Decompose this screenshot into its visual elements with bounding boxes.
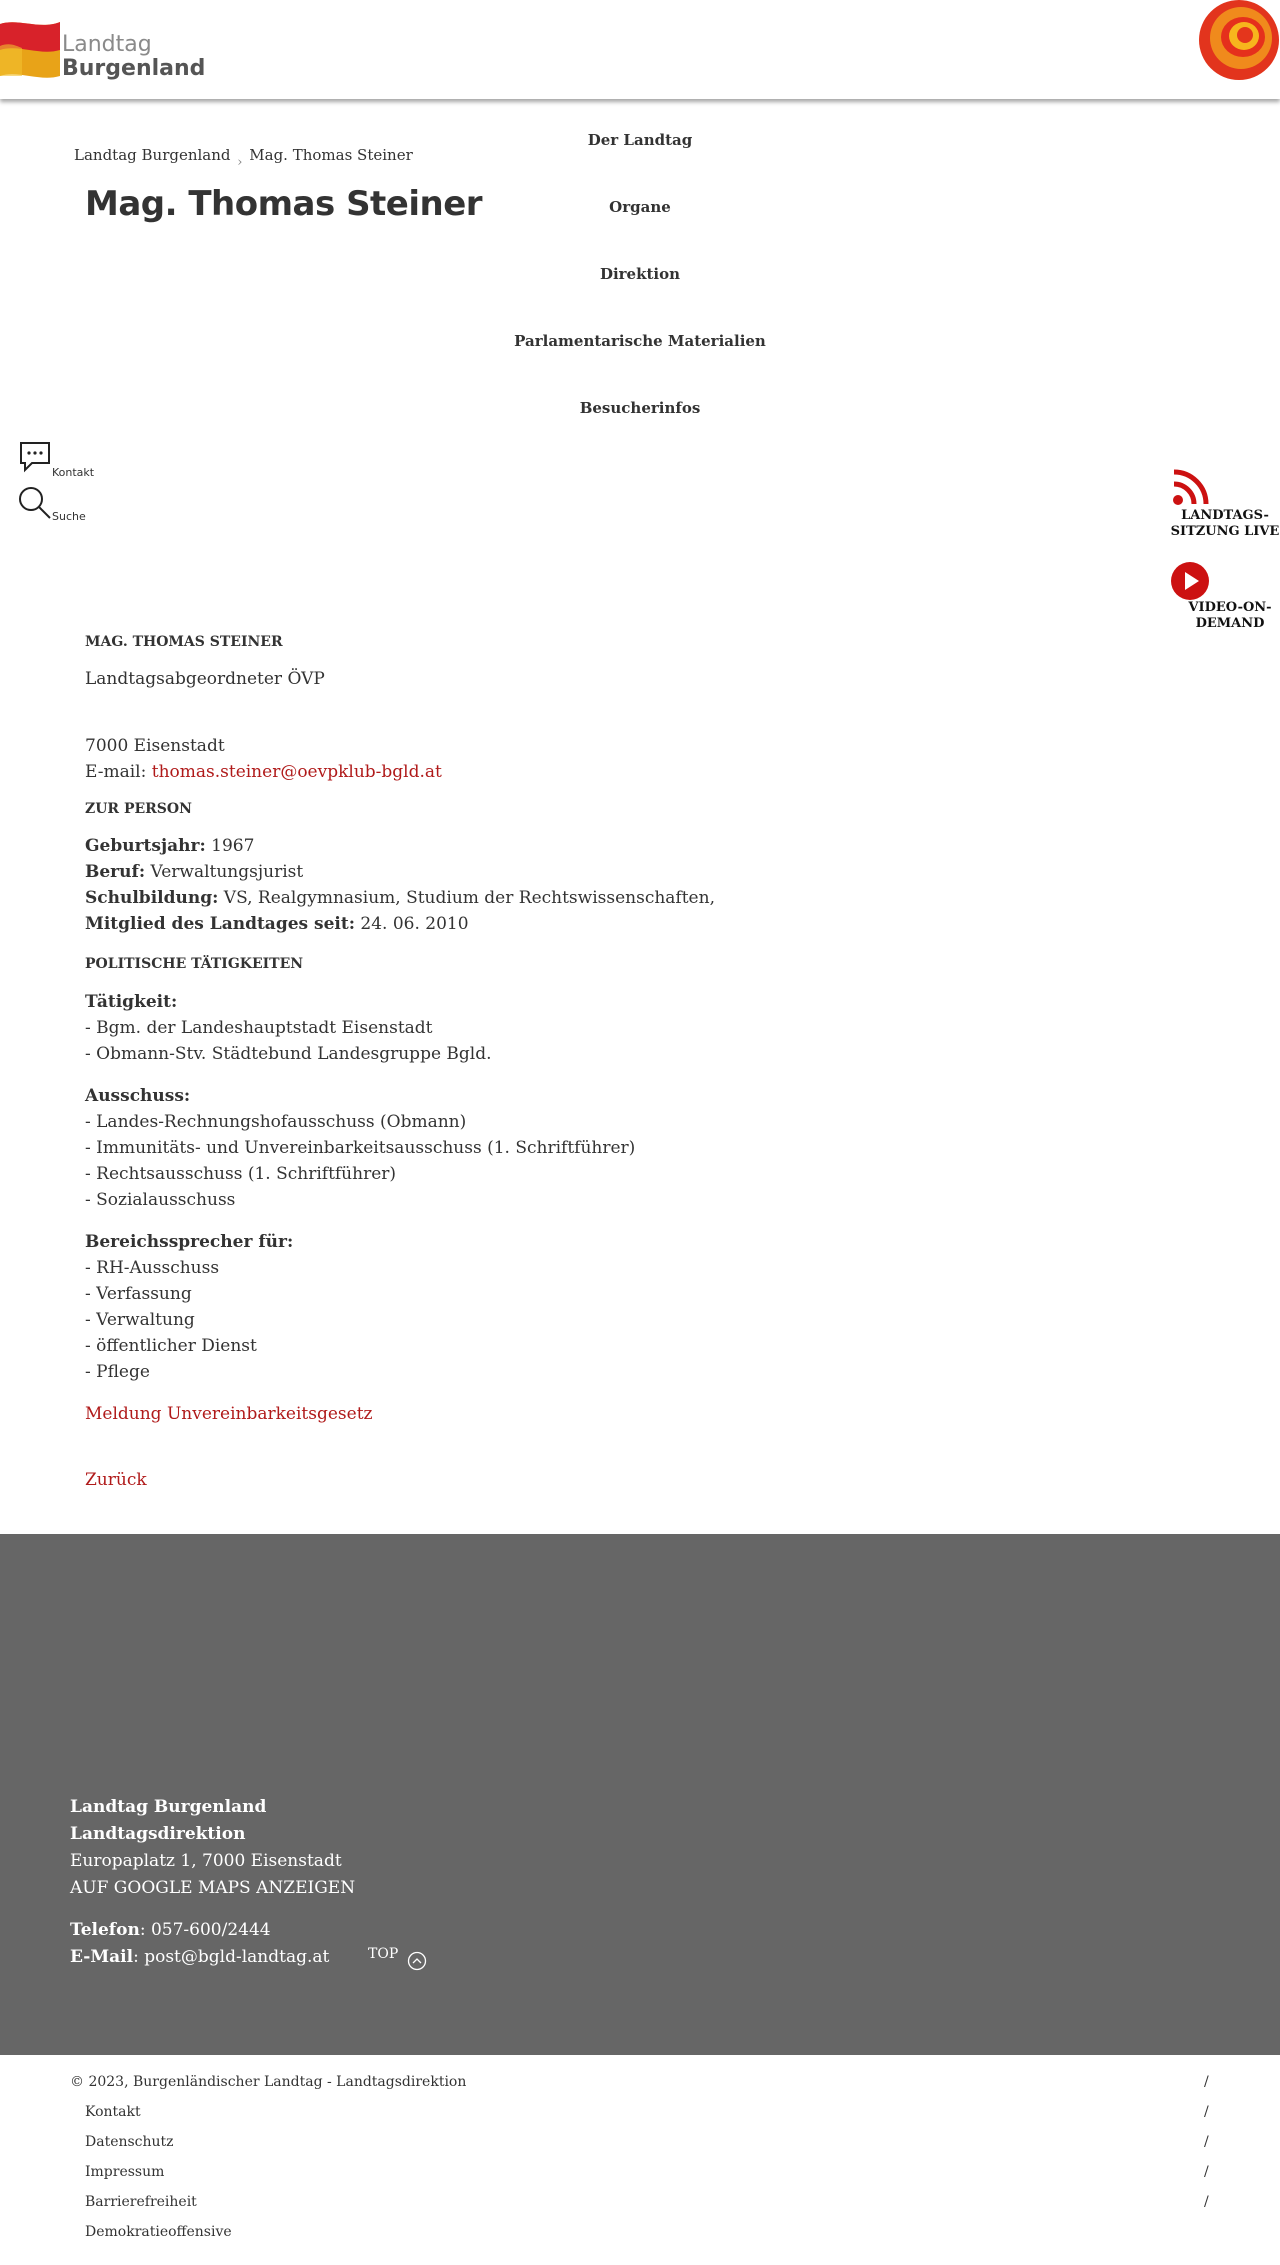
footer-email-row: E-Mail: post@bgld-landtag.at xyxy=(70,1947,330,1967)
list-item: - Immunitäts- und Unvereinbarkeitsausschuss (1. Schriftführer) xyxy=(85,1138,636,1158)
list-item: - Verfassung xyxy=(85,1284,192,1304)
list-item: - Rechtsausschuss (1. Schriftführer) xyxy=(85,1164,397,1184)
site-header xyxy=(0,0,1280,99)
search-label: Suche xyxy=(52,510,86,523)
bottom-link-datenschutz[interactable]: Datenschutz xyxy=(85,2134,174,2150)
spokes-block: Bereichssprecher für: - RH-Ausschuss - Verfassung - Verwaltung - öffentlicher Dienst - Pflege xyxy=(85,1229,293,1385)
footer-contact xyxy=(70,1794,355,1971)
profile-city: 7000 Eisenstadt xyxy=(85,736,225,756)
live-session-label: LANDTAGS- SITZUNG LIVE xyxy=(1170,508,1280,539)
bottom-link-demokratieoffensive[interactable]: Demokratieoffensive xyxy=(85,2224,232,2240)
list-item: - Obmann-Stv. Städtebund Landesgruppe Bgld. xyxy=(85,1044,492,1064)
profile-name-heading: MAG. THOMAS STEINER xyxy=(85,634,283,650)
job-row: Beruf: Verwaltungsjurist xyxy=(85,862,304,882)
list-item: - Landes-Rechnungshofausschuss (Obmann) xyxy=(85,1112,467,1132)
incompatibility-link[interactable]: Meldung Unvereinbarkeitsgesetz xyxy=(85,1404,373,1424)
page-title: Mag. Thomas Steiner xyxy=(85,184,483,224)
political-heading: POLITISCHE TÄTIGKEITEN xyxy=(85,956,304,972)
logo-line1: Landtag xyxy=(62,32,152,57)
contact-tool[interactable] xyxy=(18,440,98,484)
link-separator: / xyxy=(1204,2104,1209,2120)
list-item: - Bgm. der Landeshauptstadt Eisenstadt xyxy=(85,1018,433,1038)
footer-org2: Landtagsdirektion xyxy=(70,1824,246,1844)
list-item: - RH-Ausschuss xyxy=(85,1258,220,1278)
back-link[interactable]: Zurück xyxy=(85,1470,147,1490)
swirl-logo-icon[interactable] xyxy=(1197,0,1280,83)
live-session-link[interactable] xyxy=(1170,468,1280,540)
back-to-top[interactable] xyxy=(368,1946,448,1970)
list-item: - Pflege xyxy=(85,1362,150,1382)
copyright: © 2023, Burgenländischer Landtag - Landtagsdirektion xyxy=(70,2074,467,2090)
link-separator: / xyxy=(1204,2074,1209,2090)
breadcrumb-current: Mag. Thomas Steiner xyxy=(249,146,413,164)
footer-org1: Landtag Burgenland xyxy=(70,1797,267,1817)
profile-role: Landtagsabgeordneter ÖVP xyxy=(85,669,325,689)
list-item: - öffentlicher Dienst xyxy=(85,1336,257,1356)
bottom-link-impressum[interactable]: Impressum xyxy=(85,2164,165,2180)
footer-phone-link[interactable]: 057-600/2444 xyxy=(150,1920,271,1940)
footer-address: Europaplatz 1, 7000 Eisenstadt xyxy=(70,1851,342,1871)
contact-label: Kontakt xyxy=(52,466,95,479)
list-item: - Sozialausschuss xyxy=(85,1190,236,1210)
link-separator: / xyxy=(1204,2164,1209,2180)
play-icon xyxy=(1170,561,1210,601)
bottom-link-barrierefreiheit[interactable]: Barrierefreiheit xyxy=(85,2194,197,2210)
profile-email-link[interactable]: thomas.steiner@oevpklub-bgld.at xyxy=(151,762,442,782)
breadcrumb xyxy=(74,146,413,170)
nav-besucherinfos[interactable]: Besucherinfos xyxy=(579,399,701,417)
nav-parlamentarische-materialien[interactable]: Parlamentarische Materialien xyxy=(514,332,766,350)
committee-block: Ausschuss: - Landes-Rechnungshofausschuss (Obmann) - Immunitäts- und Unvereinbarkeitsausschuss (1. Schriftführer) - Rechtsausschuss (1. Schriftführer) - Sozialausschuss xyxy=(85,1083,635,1213)
link-separator: / xyxy=(1204,2134,1209,2150)
nav-organe[interactable]: Organe xyxy=(609,198,671,216)
logo-line2: Burgenland xyxy=(62,56,206,81)
bottom-link-kontakt[interactable]: Kontakt xyxy=(85,2104,141,2120)
chevron-up-icon xyxy=(407,1951,427,1971)
footer-maps-link[interactable]: AUF GOOGLE MAPS ANZEIGEN xyxy=(70,1878,356,1898)
flag-icon xyxy=(0,16,62,78)
footer-email-link[interactable]: post@bgld-landtag.at xyxy=(144,1947,330,1967)
footer xyxy=(0,1534,1280,2055)
footer-phone-row: Telefon: 057-600/2444 xyxy=(70,1920,271,1940)
breadcrumb-home[interactable]: Landtag Burgenland xyxy=(74,146,231,164)
member-row: Mitglied des Landtages seit: 24. 06. 2010 xyxy=(85,914,469,934)
profile-email-line: E-mail: thomas.steiner@oevpklub-bgld.at xyxy=(85,762,442,782)
person-heading: ZUR PERSON xyxy=(85,801,192,817)
list-item: - Verwaltung xyxy=(85,1310,195,1330)
birth-row: Geburtsjahr: 1967 xyxy=(85,836,255,856)
chat-bubble-icon xyxy=(18,440,52,474)
rss-icon xyxy=(1172,468,1210,506)
top-label: TOP xyxy=(368,1946,399,1962)
search-icon xyxy=(18,486,52,520)
breadcrumb-separator: › xyxy=(237,155,243,170)
activity-block: Tätigkeit: - Bgm. der Landeshauptstadt Eisenstadt - Obmann-Stv. Städtebund Landesgruppe Bgld. xyxy=(85,989,492,1067)
video-on-demand-label: VIDEO-ON- DEMAND xyxy=(1188,600,1272,631)
person-details xyxy=(85,833,715,937)
video-on-demand-link[interactable] xyxy=(1170,561,1280,633)
nav-der-landtag[interactable]: Der Landtag xyxy=(587,131,693,149)
link-separator: / xyxy=(1204,2194,1209,2210)
search-tool[interactable] xyxy=(18,486,98,526)
school-row: Schulbildung: VS, Realgymnasium, Studium der Rechtswissenschaften, xyxy=(85,888,715,908)
logo[interactable] xyxy=(0,14,206,84)
nav-direktion[interactable]: Direktion xyxy=(599,265,681,283)
